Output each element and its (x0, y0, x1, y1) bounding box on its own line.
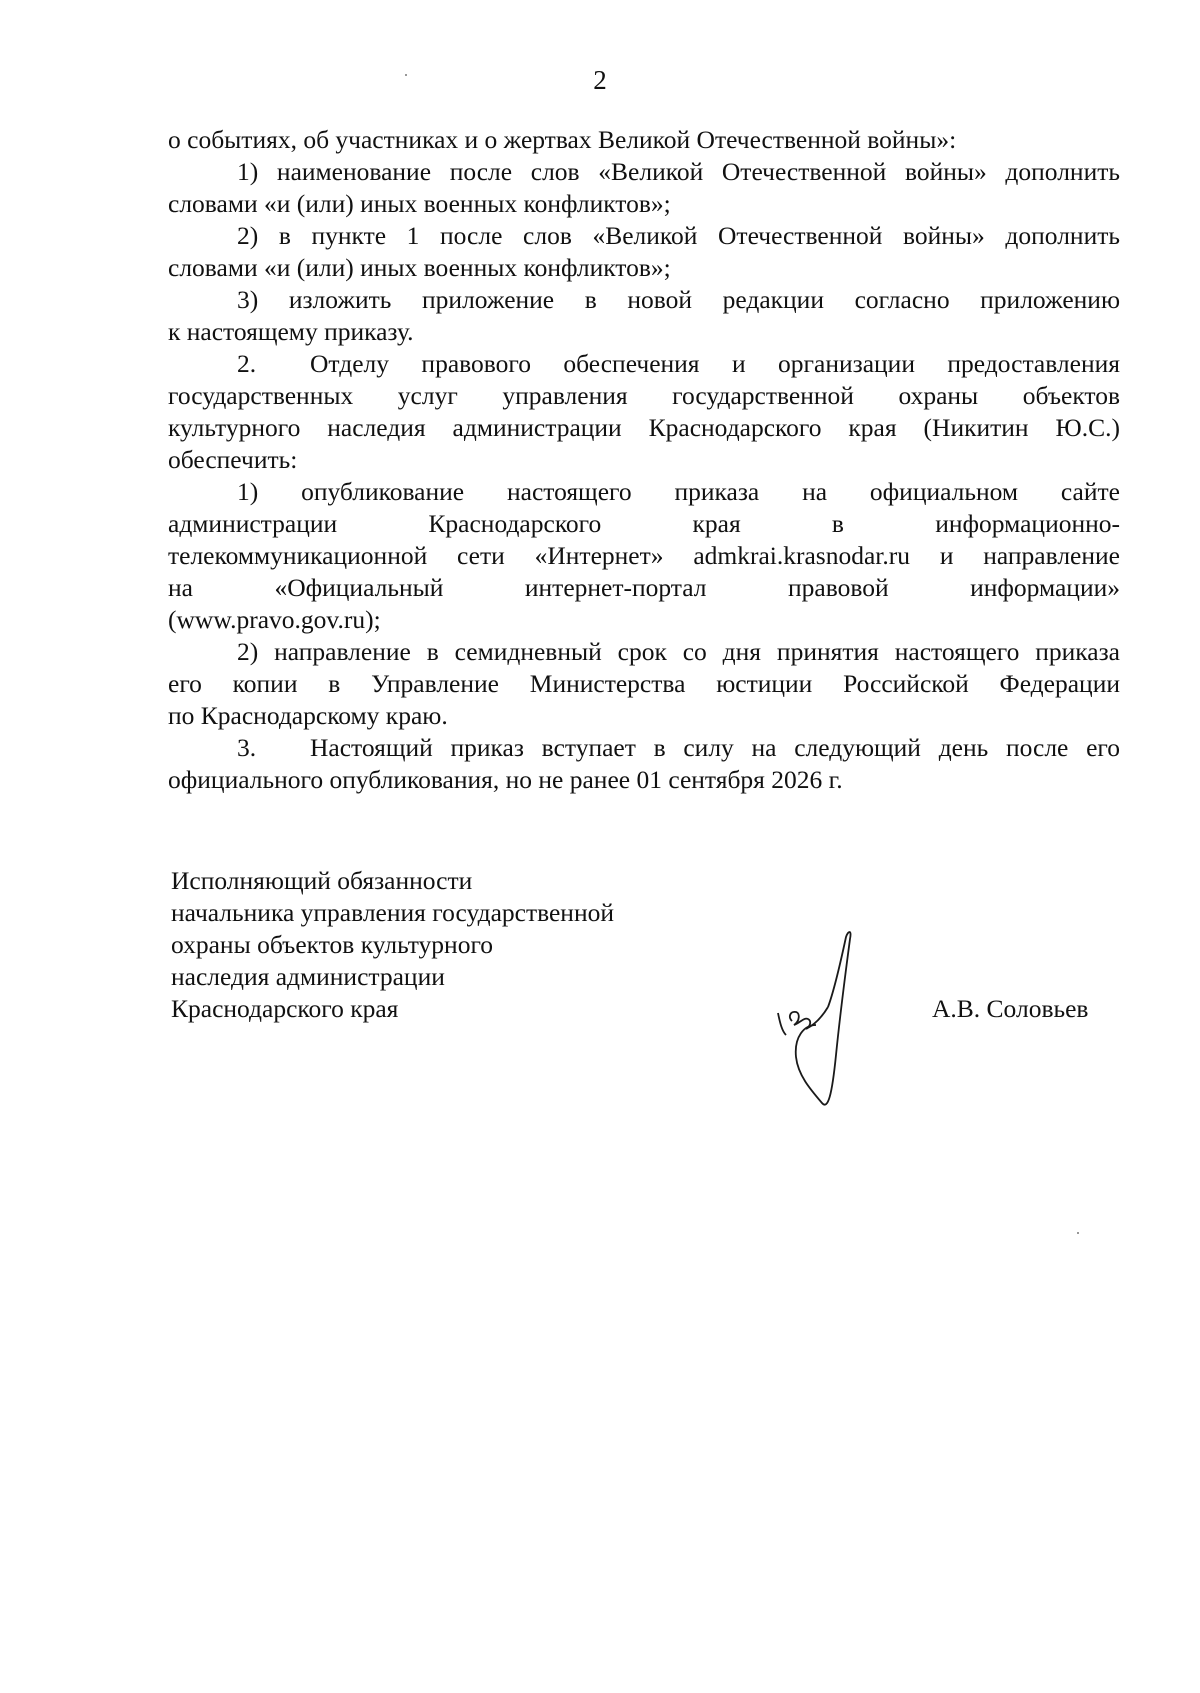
body-line: культурного наследия администрации Краснодарского края (Никитин Ю.С.) (168, 413, 1120, 442)
body-line: словами «и (или) иных военных конфликтов»; (168, 253, 671, 282)
body-line: администрации Краснодарского края в информационно- (168, 509, 1120, 538)
body-line: Отделу правового обеспечения и организации предоставления (310, 349, 1120, 378)
body-line: телекоммуникационной сети «Интернет» admkrai.krasnodar.ru и направление (168, 541, 1120, 570)
scan-speck (1077, 1232, 1079, 1234)
page-number: 2 (593, 65, 607, 95)
item-number: 2. (237, 349, 257, 378)
scan-speck (405, 74, 407, 76)
body-line: (www.pravo.gov.ru); (168, 605, 381, 634)
signatory-title-line: Краснодарского края (171, 994, 399, 1023)
body-line: его копии в Управление Министерства юстиции Российской Федерации (168, 669, 1120, 698)
body-line: 1) наименование после слов «Великой Отечественной войны» дополнить (237, 157, 1120, 186)
body-line: 1) опубликование настоящего приказа на официальном сайте (237, 477, 1120, 506)
signer-name: А.В. Соловьев (932, 994, 1089, 1023)
signatory-title-line: Исполняющий обязанности (171, 866, 473, 895)
item-number: 3. (237, 733, 257, 762)
body-line: Настоящий приказ вступает в силу на следующий день после его (310, 733, 1120, 762)
body-line: 2) направление в семидневный срок со дня принятия настоящего приказа (237, 637, 1120, 666)
body-line: официального опубликования, но не ранее 01 сентября 2026 г. (168, 765, 843, 794)
signatory-title-line: охраны объектов культурного (171, 930, 494, 959)
handwritten-signature (770, 925, 880, 1115)
signatory-title-line: начальника управления государственной (171, 898, 615, 927)
body-line: 3) изложить приложение в новой редакции согласно приложению (237, 285, 1120, 314)
body-line: к настоящему приказу. (168, 317, 414, 346)
body-line: словами «и (или) иных военных конфликтов»; (168, 189, 671, 218)
body-line: о событиях, об участниках и о жертвах Великой Отечественной войны»: (168, 125, 957, 154)
signatory-title-line: наследия администрации (171, 962, 445, 991)
body-line: по Краснодарскому краю. (168, 701, 448, 730)
body-line: государственных услуг управления государственной охраны объектов (168, 381, 1120, 410)
body-line: обеспечить: (168, 445, 298, 474)
body-line: 2) в пункте 1 после слов «Великой Отечественной войны» дополнить (237, 221, 1120, 250)
body-line: на «Официальный интернет-портал правовой информации» (168, 573, 1120, 602)
